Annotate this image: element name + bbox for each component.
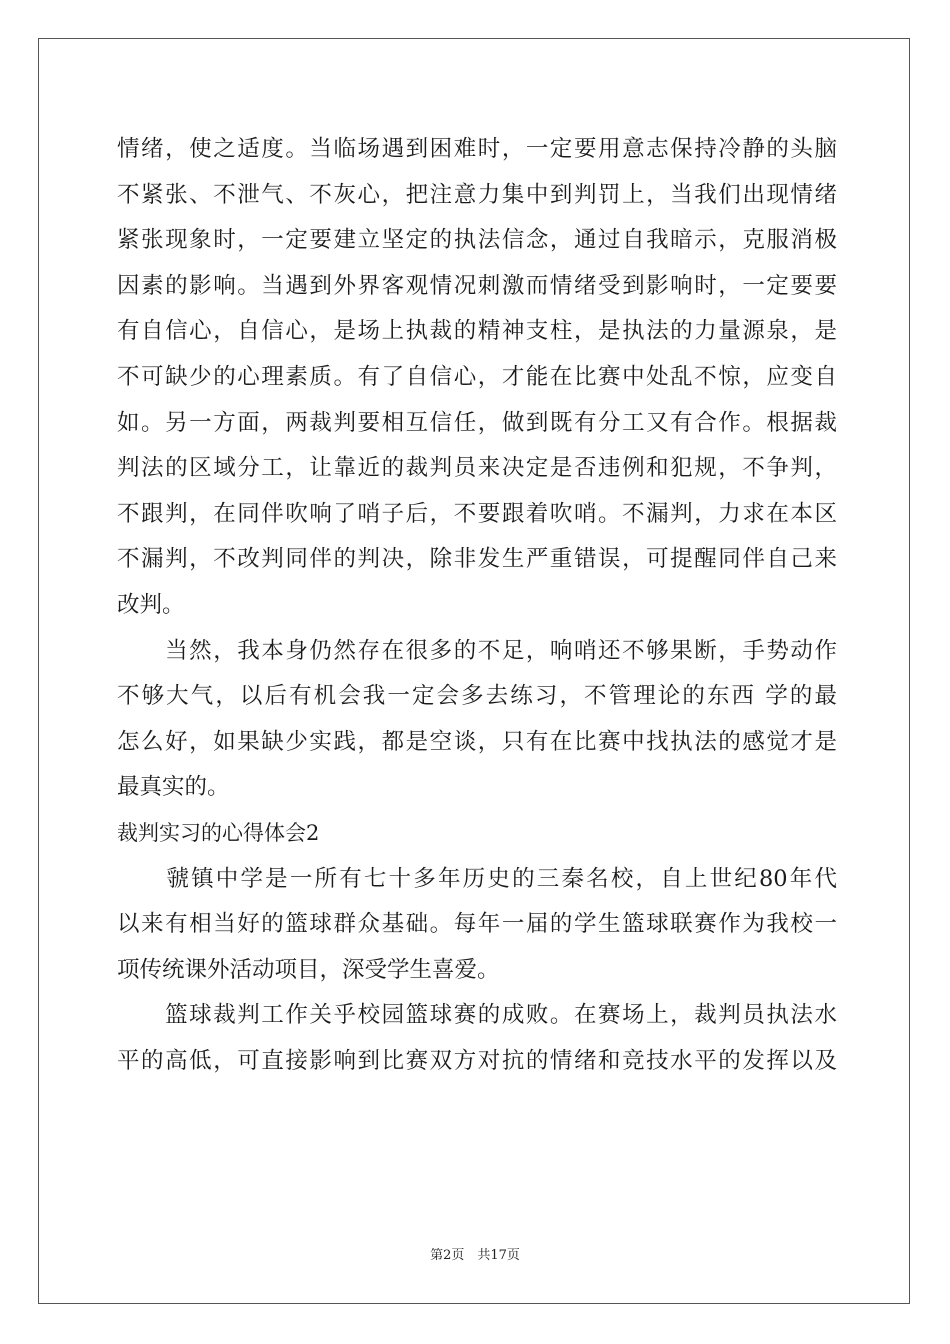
text-line: 不可缺少的心理素质。有了自信心，才能在比赛中处乱不惊，应变自 bbox=[117, 363, 837, 390]
text-line: 怎么好，如果缺少实践，都是空谈，只有在比赛中找执法的感觉才是 bbox=[117, 728, 837, 755]
text-line: 项传统课外活动项目，深受学生喜爱。 bbox=[117, 956, 500, 983]
text-line: 不漏判，不改判同伴的判决，除非发生严重错误，可提醒同伴自己来 bbox=[117, 546, 837, 573]
text-line: 平的高低，可直接影响到比赛双方对抗的情绪和竞技水平的发挥以及 bbox=[117, 1047, 837, 1074]
text-line: 不够大气，以后有机会我一定会多去练习，不管理论的东西 学的最 bbox=[117, 683, 837, 710]
document-body bbox=[117, 127, 837, 1084]
text-line: 不跟判，在同伴吹响了哨子后，不要跟着吹哨。不漏判，力求在本区 bbox=[117, 500, 837, 527]
text-line: 因素的影响。当遇到外界客观情况刺激而情绪受到影响时，一定要要 bbox=[117, 272, 837, 299]
text-line: 不紧张、不泄气、不灰心，把注意力集中到判罚上，当我们出现情绪 bbox=[117, 181, 837, 208]
text-line: 改判。 bbox=[117, 591, 185, 618]
text-line: 紧张现象时，一定要建立坚定的执法信念，通过自我暗示，克服消极 bbox=[117, 227, 837, 254]
text-line: 虢镇中学是一所有七十多年历史的三秦名校，自上世纪80年代 bbox=[117, 865, 837, 892]
text-line: 最真实的。 bbox=[117, 774, 230, 801]
text-line: 篮球裁判工作关乎校园篮球赛的成败。在赛场上，裁判员执法水 bbox=[117, 1002, 837, 1029]
text-line: 当然，我本身仍然存在很多的不足，响哨还不够果断，手势动作 bbox=[117, 637, 837, 664]
text-line: 情绪，使之适度。当临场遇到困难时，一定要用意志保持冷静的头脑 bbox=[117, 136, 837, 162]
section-heading: 裁判实习的心得体会2 bbox=[117, 820, 320, 845]
text-line: 如。另一方面，两裁判要相互信任，做到既有分工又有合作。根据裁 bbox=[117, 409, 837, 436]
text-line: 判法的区域分工，让靠近的裁判员来决定是否违例和犯规，不争判， bbox=[117, 455, 837, 482]
page-number-footer: 第2页 共17页 bbox=[430, 1248, 520, 1263]
text-line: 以来有相当好的篮球群众基础。每年一届的学生篮球联赛作为我校一 bbox=[117, 911, 837, 938]
text-line: 有自信心，自信心，是场上执裁的精神支柱，是执法的力量源泉，是 bbox=[117, 318, 837, 345]
